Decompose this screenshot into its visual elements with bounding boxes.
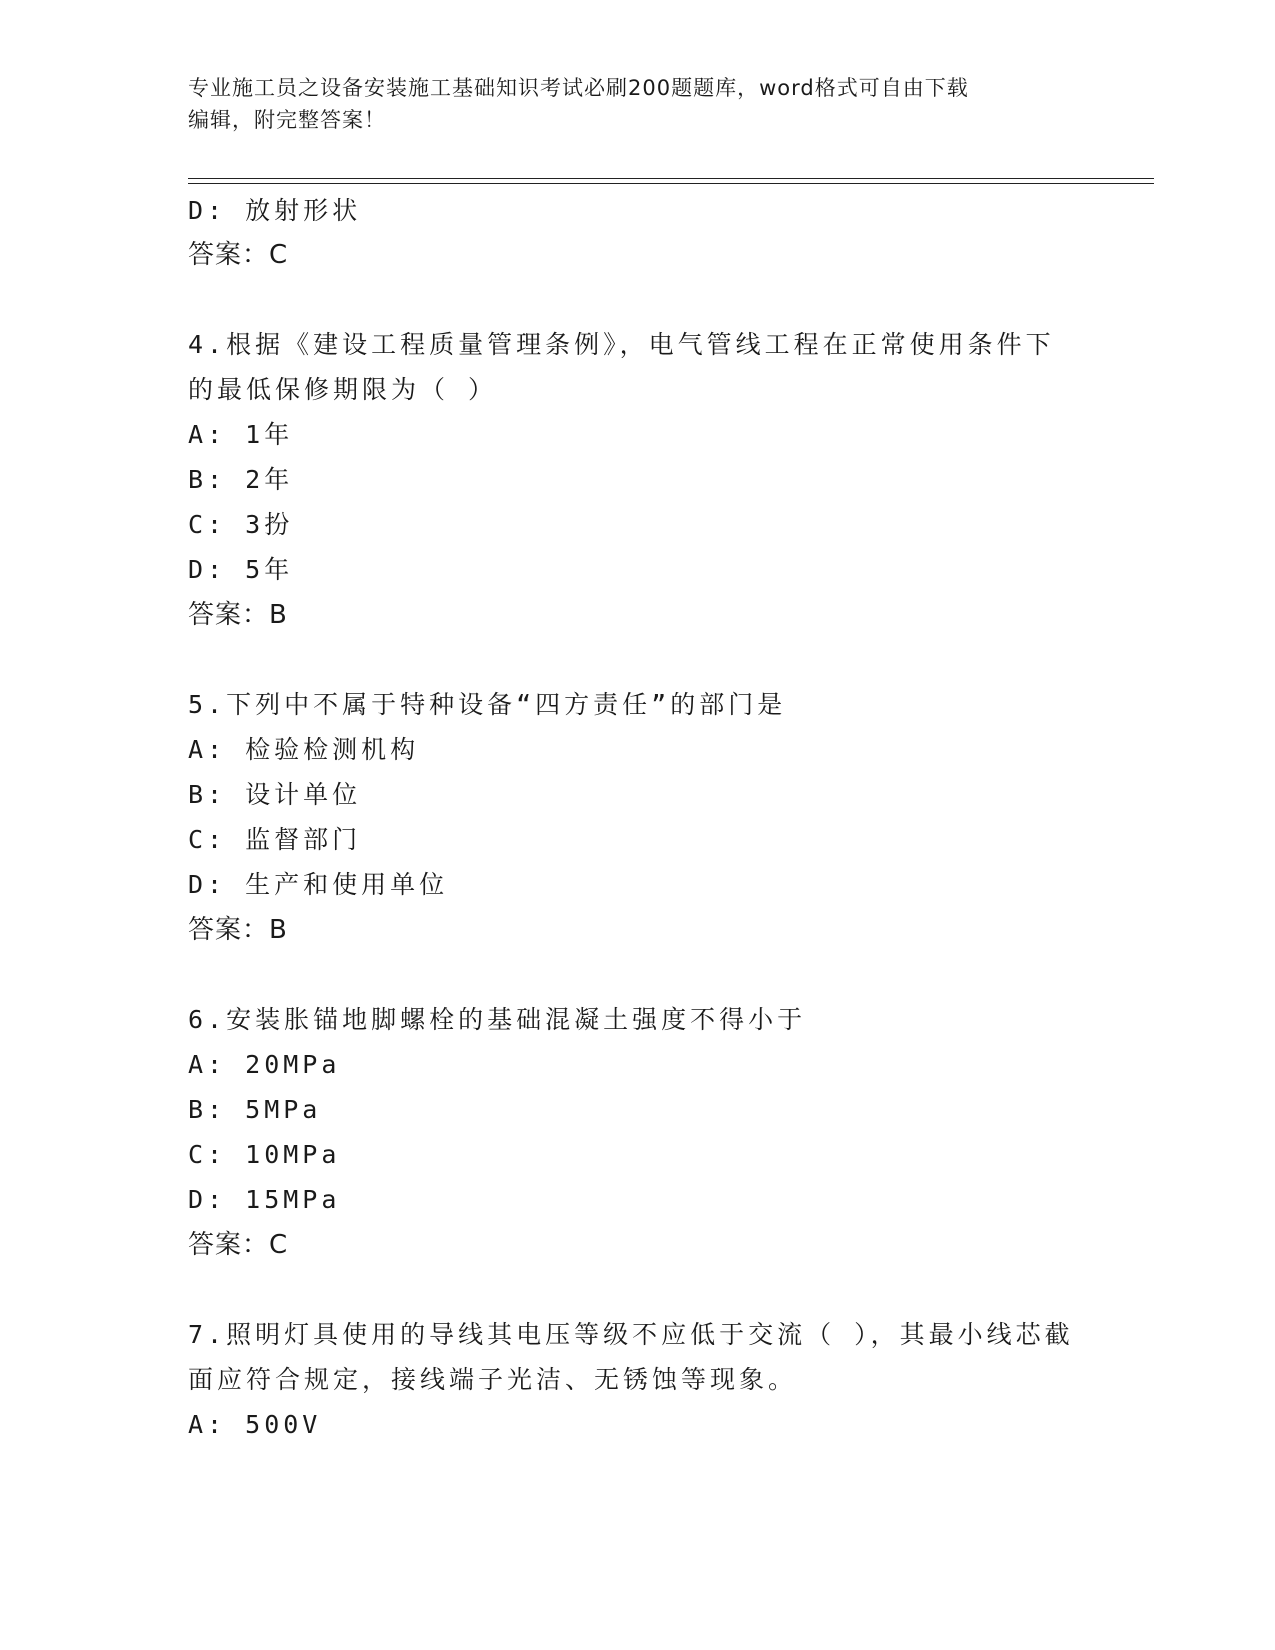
q7-option-a: A: 500V: [188, 1410, 322, 1439]
q4-option-d: D: 5年: [188, 555, 294, 584]
q6-stem: 6.安装胀锚地脚螺栓的基础混凝土强度不得小于: [188, 1005, 807, 1034]
q6-option-d: D: 15MPa: [188, 1185, 341, 1214]
q7-stem-line-2: 面应符合规定，接线端子光洁、无锈蚀等现象。: [188, 1365, 798, 1394]
q5-option-d: D: 生产和使用单位: [188, 870, 449, 899]
header-divider-bottom: [188, 183, 1154, 184]
q3-option-d: D: 放射形状: [188, 196, 362, 225]
q5-option-a: A: 检验检测机构: [188, 735, 420, 764]
q4-option-b: B: 2年: [188, 465, 294, 494]
q6-option-b: B: 5MPa: [188, 1095, 322, 1124]
q4-option-a: A: 1年: [188, 420, 294, 449]
q4-stem-line-1: 4.根据《建设工程质量管理条例》，电气管线工程在正常使用条件下: [188, 330, 1055, 359]
q6-option-c: C: 10MPa: [188, 1140, 341, 1169]
q5-answer: 答案：B: [188, 915, 288, 945]
q6-answer: 答案：C: [188, 1230, 289, 1260]
q5-stem: 5.下列中不属于特种设备“四方责任”的部门是: [188, 690, 787, 719]
q5-option-c: C: 监督部门: [188, 825, 362, 854]
q4-option-c: C: 3扮: [188, 510, 294, 539]
q4-answer: 答案：B: [188, 600, 288, 630]
q3-answer: 答案：C: [188, 240, 289, 270]
header-title-line-1: 专业施工员之设备安装施工基础知识考试必刷200题题库，word格式可自由下载: [188, 76, 969, 100]
q4-stem-line-2: 的最低保修期限为（ ）: [188, 375, 498, 404]
header-title-line-2: 编辑，附完整答案！: [188, 108, 386, 132]
q7-stem-line-1: 7.照明灯具使用的导线其电压等级不应低于交流（ ），其最小线芯截: [188, 1320, 1074, 1349]
document-header: [188, 72, 1088, 136]
q6-option-a: A: 20MPa: [188, 1050, 341, 1079]
q5-option-b: B: 设计单位: [188, 780, 362, 809]
header-divider-top: [188, 178, 1154, 179]
